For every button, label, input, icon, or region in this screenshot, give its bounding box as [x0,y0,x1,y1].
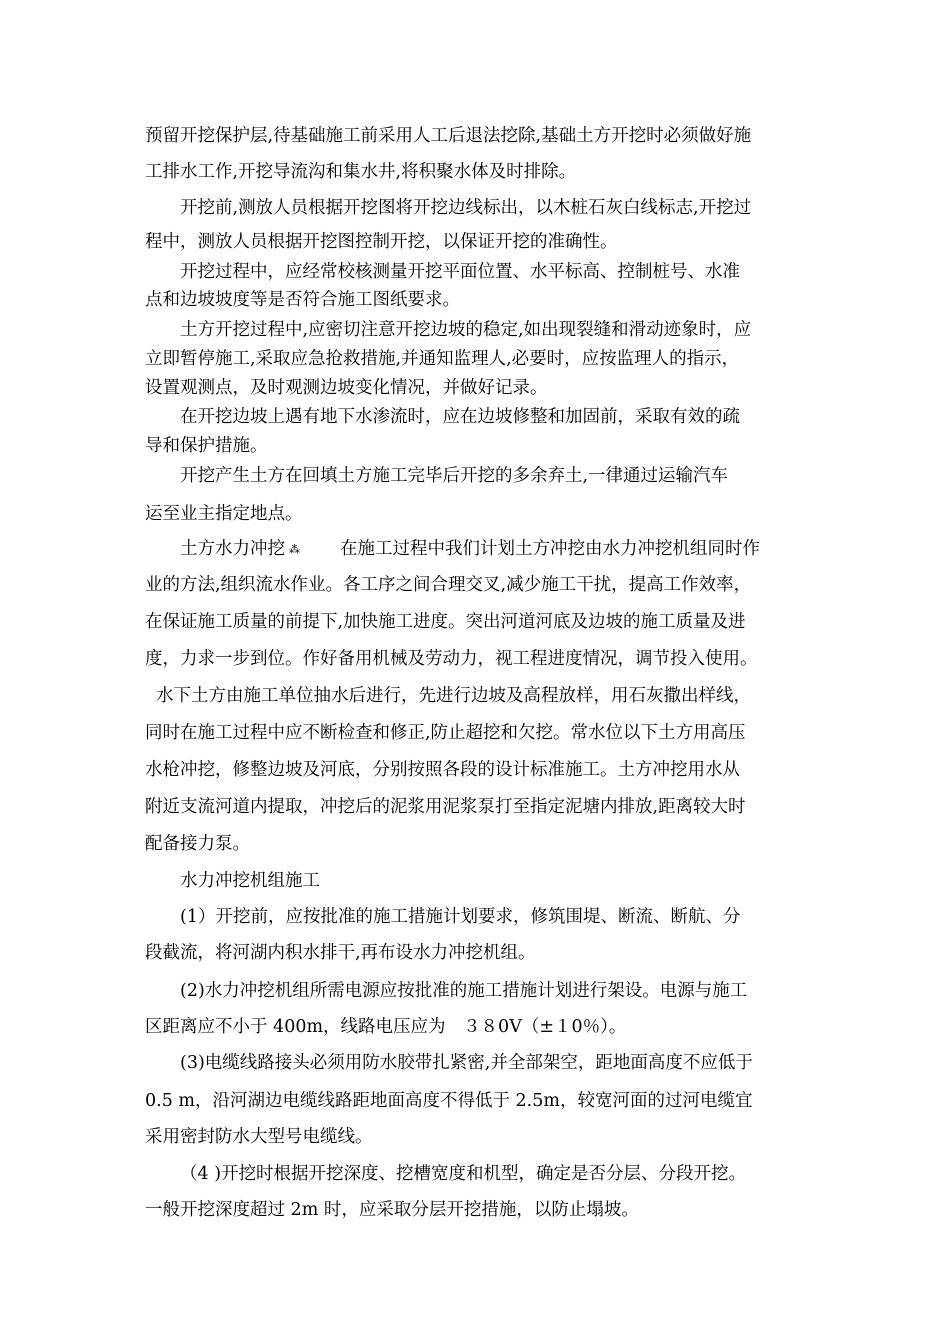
text-line: 开挖前,测放人员根据开挖图将开挖边线标出，以木桩石灰白线标志,开挖过 [180,198,752,218]
text-line: (3)电缆线路接头必须用防水胶带扎紧密,并全部架空，距地面高度不应低于 [180,1053,753,1073]
text-line: 水力冲挖机组施工 [180,871,320,891]
text-line: 水枪冲挖，修整边坡及河底，分别按照各段的设计标准施工。土方冲挖用水从 [145,760,740,780]
text-line: 土方开挖过程中,应密切注意开挖边坡的稳定,如出现裂缝和滑动迹象时，应 [180,320,752,340]
text-line: 度，力求一步到位。作好备用机械及劳动力，视工程进度情况，调节投入使用。 [145,649,758,669]
text-line: 0.5 m，沿河湖边电缆线路距地面高度不得低于 2.5m，较宽河面的过河电缆宜 [145,1091,753,1111]
text-line: 在开挖边坡上遇有地下水渗流时，应在边坡修整和加固前，采取有效的疏 [180,407,740,427]
text-line: 预留开挖保护层,待基础施工前采用人工后退法挖除,基础土方开挖时必须做好施 [145,126,752,146]
text-line: 开挖过程中，应经常校核测量开挖平面位置、水平标高、控制桩号、水准 [180,262,740,282]
text-line: 开挖产生土方在回填土方施工完毕后开挖的多余弃土,一律通过运输汽车 [180,466,729,486]
text-line: 段截流，将河湖内积水排干,再布设水力冲挖机组。 [145,943,536,963]
text-line [180,537,760,562]
text-line: 区距离应不小于 400m，线路电压应为 ３８0V（±１0％）。 [145,1017,627,1037]
text-line: 设置观测点，及时观测边坡变化情况，并做好记录。 [145,378,548,398]
text-line: 立即暂停施工,采取应急抢救措施,并通知监理人,必要时，应按监理人的指示， [145,349,740,369]
text-line: 配备接力泵。 [145,834,250,854]
text-line: 采用密封防水大型号电缆线。 [145,1127,373,1147]
text-line: 运至业主指定地点。 [145,504,303,524]
text-line: 业的方法,组织流水作业。各工序之间合理交叉,减少施工干扰，提高工作效率， [145,575,752,595]
text-line: 工排水工作,开挖导流沟和集水井,将积聚水体及时排除。 [145,162,577,182]
text-line: 在保证施工质量的前提下,加快施工进度。突出河道河底及边坡的施工质量及进 [145,612,746,632]
text-line: 导和保护措施。 [145,436,268,456]
text-line: 同时在施工过程中应不断检查和修正,防止超挖和欠挖。常水位以下土方用高压 [145,723,746,743]
text-line: (2)水力冲挖机组所需电源应按批准的施工措施计划进行架设。电源与施工 [180,981,748,1001]
text-line: 点和边坡坡度等是否符合施工图纸要求。 [145,290,460,310]
heading-mark-icon: ⁂ [289,542,300,556]
text-line: （4 )开挖时根据开挖深度、挖槽宽度和机型，确定是否分层、分段开挖。 [180,1164,747,1184]
text-line: (1）开挖前，应按批准的施工措施计划要求，修筑围堤、断流、断航、分 [180,907,741,927]
text-line: 一般开挖深度超过 2m 时，应采取分层开挖措施，以防止塌坡。 [145,1200,639,1220]
text-line: 程中，测放人员根据开挖图控制开挖，以保证开挖的准确性。 [145,232,618,252]
text-run: 在施工过程中我们计划土方冲挖由水力冲挖机组同时作 [340,539,760,559]
section-heading: 土方水力冲挖 [180,539,285,559]
text-line: 水下土方由施工单位抽水后进行，先进行边坡及高程放样，用石灰撒出样线， [156,686,751,706]
text-line: 附近支流河道内提取，冲挖后的泥浆用泥浆泵打至指定泥塘内排放,距离较大时 [145,797,746,817]
